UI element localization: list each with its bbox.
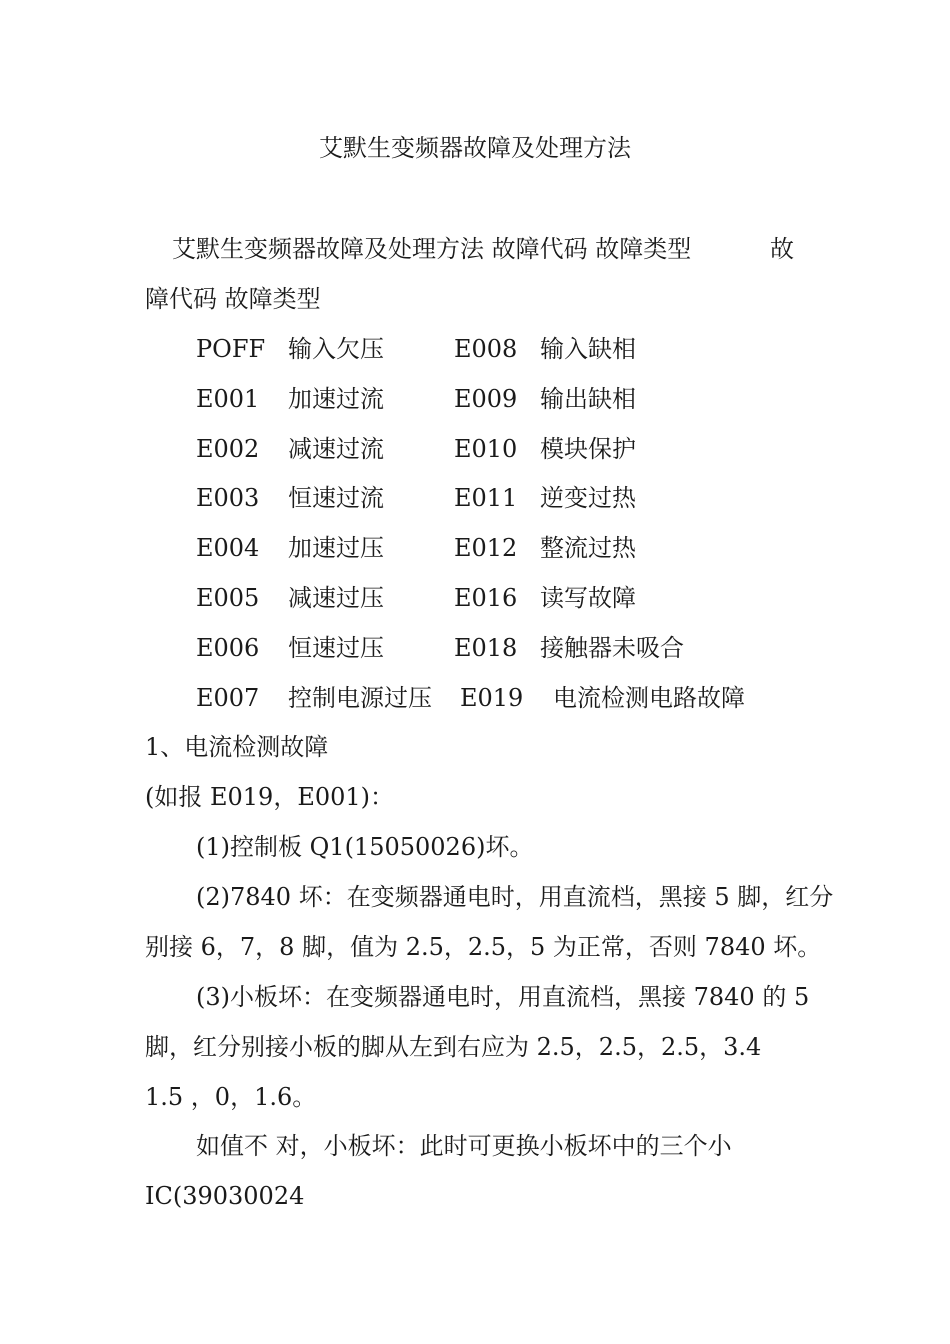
- fault-code: E001: [196, 385, 260, 413]
- fault-type: 加速过压: [288, 534, 384, 562]
- fault-type: 加速过流: [288, 385, 384, 413]
- fault-type: 接触器未吸合: [540, 634, 684, 662]
- fault-code: E012: [454, 534, 518, 562]
- fault-type: 恒速过压: [288, 634, 384, 662]
- fault-code-row: [0, 334, 950, 364]
- section-subheading: (如报 E019，E001)：: [145, 783, 395, 811]
- paragraph-item-4-line-2: IC(39030024: [145, 1182, 305, 1210]
- fault-code: E009: [454, 385, 518, 413]
- fault-code-row: [0, 533, 950, 563]
- fault-code: E003: [196, 484, 260, 512]
- paragraph-item-1: (1)控制板 Q1(15050026)坏。: [196, 833, 534, 861]
- fault-code: E004: [196, 534, 260, 562]
- fault-code: E006: [196, 634, 260, 662]
- fault-code: E019: [460, 684, 524, 712]
- paragraph-item-3-line-3: 1.5 ，0，1.6。: [145, 1083, 317, 1111]
- fault-code: E002: [196, 435, 260, 463]
- fault-code-row: [0, 434, 950, 464]
- fault-code: E016: [454, 584, 518, 612]
- fault-type: 整流过热: [540, 534, 636, 562]
- fault-code: E011: [454, 484, 518, 512]
- paragraph-item-4-line-1: 如值不 对，小板坏：此时可更换小板坏中的三个小: [196, 1132, 732, 1160]
- section-heading: 1、电流检测故障: [145, 733, 329, 761]
- paragraph-item-2-line-2: 别接 6，7，8 脚，值为 2.5，2.5，5 为正常，否则 7840 坏。: [145, 933, 822, 961]
- fault-type: 逆变过热: [540, 484, 636, 512]
- fault-type: 电流检测电路故障: [553, 684, 745, 712]
- fault-code-row: [0, 583, 950, 613]
- fault-code: E005: [196, 584, 260, 612]
- fault-code-row: [0, 483, 950, 513]
- fault-code-row: [0, 384, 950, 414]
- fault-code-row: [0, 683, 950, 713]
- paragraph-item-3-line-2: 脚，红分别接小板的脚从左到右应为 2.5，2.5，2.5，3.4: [145, 1033, 762, 1061]
- fault-type: 输入欠压: [288, 335, 384, 363]
- fault-code: E010: [454, 435, 518, 463]
- fault-type: 输入缺相: [540, 335, 636, 363]
- intro-line-1-tail: 故: [770, 235, 794, 263]
- intro-line-1: 艾默生变频器故障及处理方法 故障代码 故障类型: [172, 235, 692, 263]
- fault-type: 控制电源过压: [288, 684, 432, 712]
- fault-type: 读写故障: [540, 584, 636, 612]
- fault-code-row: [0, 633, 950, 663]
- paragraph-item-3-line-1: (3)小板坏：在变频器通电时，用直流档，黑接 7840 的 5: [196, 983, 810, 1011]
- fault-code: POFF: [196, 335, 266, 363]
- fault-type: 减速过流: [288, 435, 384, 463]
- fault-code: E018: [454, 634, 518, 662]
- intro-line-2: 障代码 故障类型: [145, 285, 321, 313]
- fault-type: 减速过压: [288, 584, 384, 612]
- fault-type: 输出缺相: [540, 385, 636, 413]
- fault-type: 模块保护: [540, 435, 636, 463]
- document-title: 艾默生变频器故障及处理方法: [319, 134, 631, 162]
- fault-type: 恒速过流: [288, 484, 384, 512]
- fault-code: E008: [454, 335, 518, 363]
- fault-code: E007: [196, 684, 260, 712]
- paragraph-item-2-line-1: (2)7840 坏：在变频器通电时，用直流档，黑接 5 脚，红分: [196, 883, 834, 911]
